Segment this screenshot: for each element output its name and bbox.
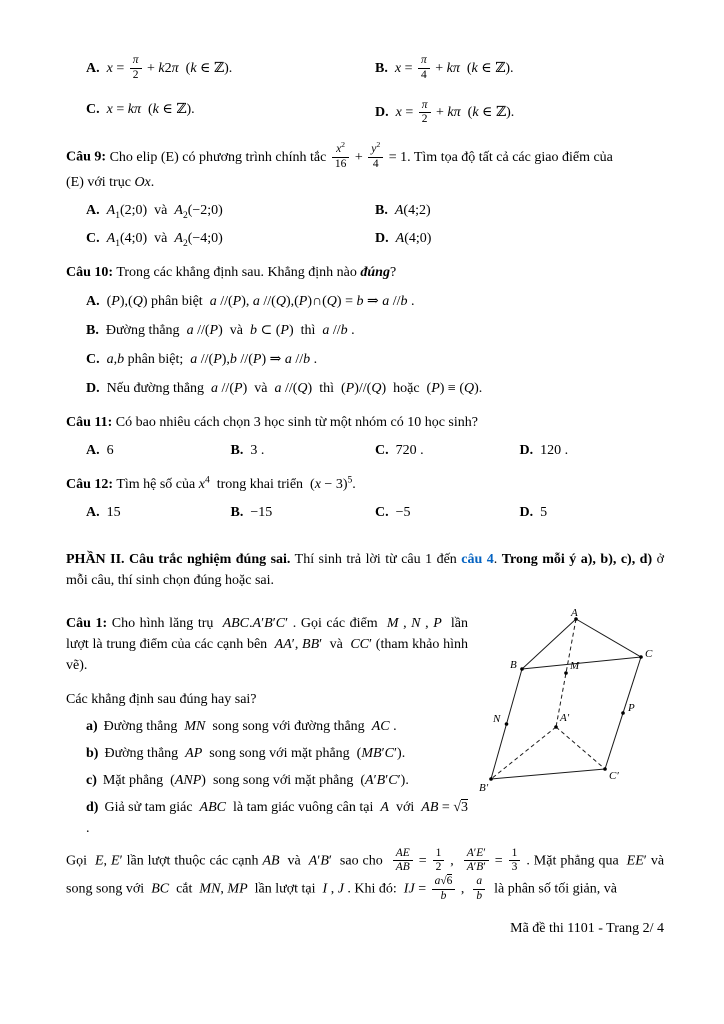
- option-b-text: A(4;2): [394, 202, 431, 218]
- figure-label-B-prime: B′: [479, 781, 489, 794]
- option-c-label: C.: [86, 230, 100, 246]
- part2-question-1-label: Câu 1:: [66, 615, 108, 631]
- option-c-label: C.: [375, 442, 389, 458]
- prism-figure: [478, 607, 664, 797]
- question-11-text: Có bao nhiêu cách chọn 3 học sinh từ một nhóm có 10 học sinh?: [115, 414, 478, 430]
- prism-hidden-edges: [491, 619, 605, 779]
- option-b-label: B.: [86, 322, 99, 338]
- prism-vertex-dots: [489, 617, 643, 781]
- item-c-label: c): [86, 772, 97, 788]
- option-a-text: 15: [106, 504, 121, 520]
- question-11-label: Câu 11:: [66, 414, 113, 430]
- option-a-label: A.: [86, 293, 100, 309]
- figure-label-C-prime: C′: [609, 769, 619, 782]
- option-b-label: B.: [375, 60, 388, 76]
- figure-label-P: P: [628, 701, 635, 714]
- option-c-text: $A_1(4;0)$ và $A_2(-4;0)$: [106, 230, 223, 249]
- option-a-text: x = $\frac{\pi}{2}$ + k2π (k ∈ ℤ).: [106, 54, 233, 81]
- option-c-label: C.: [86, 101, 100, 117]
- option-b-label: B.: [375, 202, 388, 218]
- question-11-stem: [66, 412, 664, 433]
- question-11-option-a: [86, 440, 231, 461]
- figure-label-B: B: [510, 658, 517, 671]
- item-d-label: d): [86, 799, 99, 815]
- option-b-label: B.: [230, 442, 244, 458]
- question-9-stem: [66, 140, 664, 172]
- question-12-stem: [66, 474, 664, 495]
- option-a-text: (P),(Q) phân biệt a //(P), a //(Q),(P)∩(Q) = b ⇒ a //b .: [106, 293, 415, 309]
- question-9-options-row-1: [66, 200, 664, 221]
- question-9-stem-line2: (E) với trục Ox.: [66, 174, 155, 190]
- option-a-label: A.: [86, 202, 100, 218]
- option-d-text: Nếu đường thẳng a //(P) và a //(Q) thì (P)//(Q) hoặc (P) ≡ (Q).: [106, 380, 483, 396]
- option-a-label: A.: [86, 442, 100, 458]
- carryover-options-row-2: [66, 99, 664, 128]
- question-10-option-d: [66, 378, 664, 399]
- option-d-label: D.: [519, 442, 534, 458]
- option-a-label: A.: [86, 504, 100, 520]
- option-b-text: −15: [250, 504, 273, 520]
- item-c-text: Mặt phẳng (ANP) song song với mặt phẳng (A′B′C′).: [102, 772, 409, 788]
- question-11-option-d: [520, 440, 665, 461]
- part2-question-1-item-d: [66, 797, 664, 839]
- figure-label-A: A: [571, 606, 578, 619]
- option-d-label: D.: [375, 105, 389, 121]
- option-c-text: 720 .: [395, 442, 424, 458]
- option-d-text: A(4;0): [395, 230, 432, 246]
- question-12-option-d: [520, 502, 665, 523]
- item-b-label: b): [86, 745, 99, 761]
- question-12-option-b: [231, 502, 376, 523]
- carryover-option-a: [86, 54, 375, 83]
- question-11-option-c: [375, 440, 520, 461]
- carryover-option-b: [375, 54, 664, 83]
- question-9-option-c: [86, 228, 375, 249]
- option-d-text: 120 .: [540, 442, 569, 458]
- page-footer: Mã đề thi 1101 - Trang 2/ 4: [510, 920, 664, 936]
- option-b-text: Đường thẳng a //(P) và b ⊂ (P) thì a //b .: [105, 322, 355, 338]
- part2-header: PHẦN II. Câu trắc nghiệm đúng sai. Thí sinh trả lời từ câu 1 đến câu 4. Trong mỗi ý a), b), c), d) ở mỗi câu, thí sinh chọn đúng hoặc sai.: [66, 551, 665, 588]
- question-9-option-a: [86, 200, 375, 221]
- question-12-option-c: [375, 502, 520, 523]
- part2-question-1-text: Cho hình lăng trụ ABC.A′B′C′ . Gọi các điểm M , N , P lần lượt là trung điểm của các cạnh bên AA′, BB′ và CC′ (tham khảo hình vẽ).: [66, 615, 469, 673]
- question-10-label: Câu 10:: [66, 264, 114, 280]
- option-d-text: x = $\frac{\pi}{2}$ + kπ (k ∈ ℤ).: [395, 98, 515, 126]
- question-12-options: [66, 502, 664, 523]
- question-9-option-d: [375, 228, 664, 249]
- question-12-option-a: [86, 502, 231, 523]
- option-b-label: B.: [230, 504, 244, 520]
- figure-label-C: C: [645, 647, 653, 660]
- item-a-label: a): [86, 718, 98, 734]
- question-9-options-row-2: [66, 228, 664, 249]
- carryover-option-d: [375, 99, 664, 128]
- option-d-label: D.: [86, 380, 100, 396]
- part2-question-1-prompt: Các khẳng định sau đúng hay sai?: [66, 691, 257, 707]
- question-11-option-b: [231, 440, 376, 461]
- question-10-option-c: [66, 349, 664, 370]
- option-a-label: A.: [86, 60, 100, 76]
- option-c-label: C.: [375, 504, 389, 520]
- item-a-text: Đường thẳng MN song song với đường thẳng AC .: [103, 718, 397, 734]
- question-10-stem: [66, 262, 664, 283]
- option-a-text: 6: [106, 442, 114, 458]
- option-b-text: 3 .: [250, 442, 265, 458]
- option-a-text: $A_1(2;0)$ và $A_2(-2;0)$: [106, 202, 223, 221]
- carryover-option-c: [86, 99, 375, 128]
- question-9-option-b: [375, 200, 664, 221]
- figure-label-A-prime: A′: [560, 711, 570, 724]
- question-10-option-b: [66, 320, 664, 341]
- figure-label-M: M: [570, 659, 580, 672]
- part2-question-1-closing: Gọi E, E′ lần lượt thuộc các cạnh AB và A′B′ sao cho $\frac{AE}{AB}$ = $\frac{1}{2}$ , $\frac{A'E'}{A'B'}$ = $\frac{1}{3}$ . Mặt phẳng qua EE′ và song song với BC cắt MN, MP lần lượt tại I , J . Khi đó: IJ = $\frac{a√6}{b}$ , $\frac{a}{b}$ là phân số tối giản, và: [66, 846, 665, 903]
- option-d-label: D.: [375, 230, 389, 246]
- option-b-text: x = $\frac{\pi}{4}$ + kπ (k ∈ ℤ).: [394, 54, 514, 81]
- item-d-text: Giả sử tam giác ABC là tam giác vuông cân tại A với AB = √3 .: [86, 799, 469, 836]
- option-c-text: x = kπ (k ∈ ℤ).: [106, 101, 195, 117]
- carryover-options-row-1: [66, 54, 664, 83]
- question-12-label: Câu 12:: [66, 476, 114, 492]
- option-c-label: C.: [86, 351, 100, 367]
- question-9-label: Câu 9:: [66, 149, 107, 165]
- question-10-option-a: [66, 291, 664, 312]
- part2-question-1: [66, 606, 665, 904]
- prism-solid-edges: [491, 619, 641, 779]
- option-d-label: D.: [519, 504, 534, 520]
- question-10-text: Trong các khẳng định sau. Khẳng định nào đúng?: [116, 264, 397, 280]
- option-c-text: −5: [395, 504, 411, 520]
- item-b-text: Đường thẳng AP song song với mặt phẳng (MB′C′).: [104, 745, 406, 761]
- figure-label-N: N: [493, 712, 501, 725]
- question-11-options: [66, 440, 664, 461]
- option-c-text: a,b phân biệt; a //(P),b //(P) ⇒ a //b .: [106, 351, 318, 367]
- question-9-text: Cho elip (E) có phương trình chính tắc $\frac{x^2}{16}$ + $\frac{y^2}{4}$ = 1. Tìm tọa độ tất cả các giao điểm của: [109, 140, 613, 170]
- question-12-text: Tìm hệ số của $x^4$ trong khai triển $(x - 3)^5$.: [116, 475, 356, 492]
- option-d-text: 5: [540, 504, 548, 520]
